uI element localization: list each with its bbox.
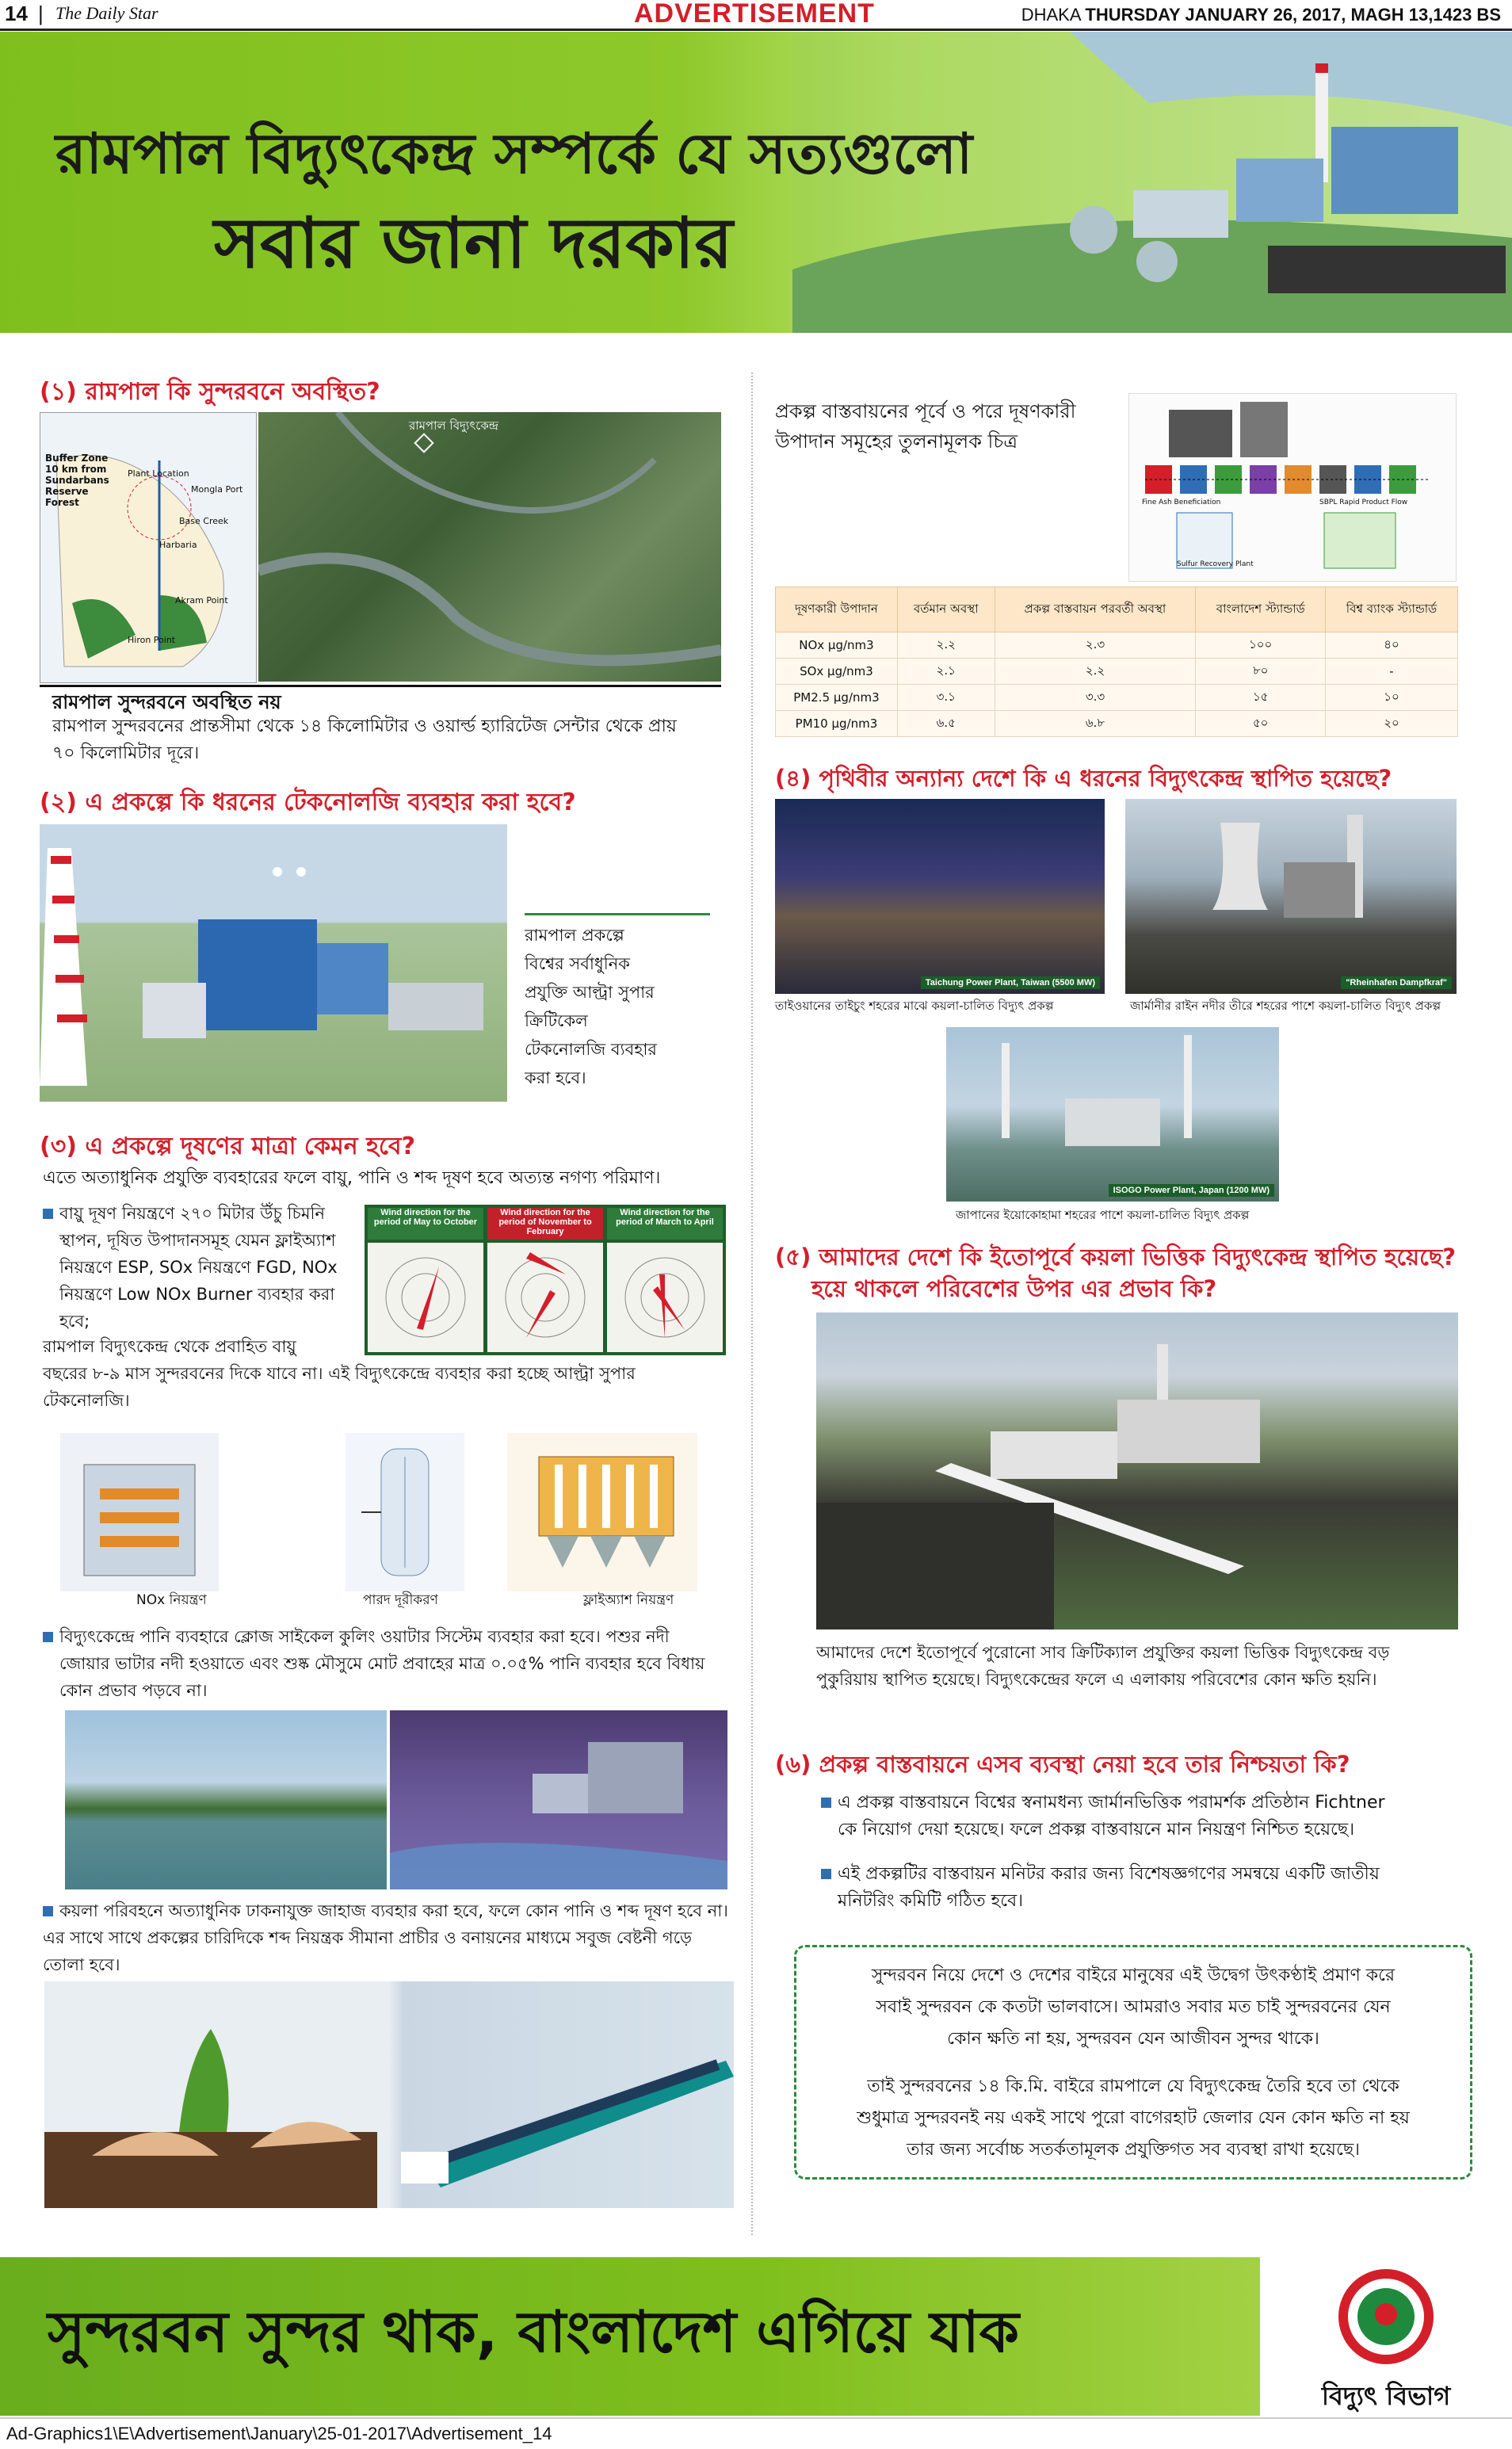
table-cell: SOx µg/nm3	[776, 659, 898, 685]
wind-title-may-oct: Wind direction for the period of May to October	[368, 1208, 483, 1240]
table-cell: PM10 µg/nm3	[776, 711, 898, 737]
comparison-table	[775, 586, 1458, 737]
para-line: রামপাল বিদ্যুৎকেন্দ্র থেকে প্রবাহিত বায়ু	[43, 1337, 296, 1356]
s2-line: ক্রিটিকেল	[525, 1011, 588, 1030]
section4-heading: (৪) পৃথিবীর অন্যান্য দেশে কি এ ধরনের বিদ্যুৎকেন্দ্র স্থাপিত হয়েছে?	[775, 765, 1392, 792]
table-cell: ২০	[1325, 711, 1457, 737]
flow-label-sulfur-recovery: Sulfur Recovery Plant	[1177, 560, 1254, 568]
afforestation-and-ship-photo	[44, 1981, 734, 2208]
bullet-line: এই প্রকল্পটির বাস্তবায়ন মনিটর করার জন্য বিশেষজ্ঞগণের সমন্বয়ে একটি জাতীয়	[821, 1861, 1471, 1888]
isogo-plant-photo	[946, 1027, 1279, 1202]
dateline	[1021, 5, 1501, 25]
pollution-control-flow-diagram	[1128, 393, 1457, 582]
table-cell: NOx µg/nm3	[776, 632, 898, 659]
rheinhafen-plant-photo	[1125, 799, 1457, 994]
table-header: প্রকল্প বাস্তবায়ন পরবর্তী অবস্থা	[995, 587, 1196, 632]
bangla-date: MAGH 13,1423 BS	[1350, 5, 1501, 25]
bullet-line: হবে;	[59, 1312, 90, 1331]
para-line: বছরের ৮-৯ মাস সুন্দরবনের দিকে যাবে না। এই বিদ্যুৎকেন্দ্রে ব্যবহার করা হচ্ছে আল্ট্রা সুপার	[43, 1364, 636, 1383]
table-cell: ৮০	[1196, 659, 1326, 685]
s5-line: পুকুরিয়ায় স্থাপিত হয়েছে। বিদ্যুৎকেন্দ্রের ফলে এ এলাকায় পরিবেশের কোন ক্ষতি হয়নি।	[816, 1670, 1377, 1689]
table-header: বর্তমান অবস্থা	[897, 587, 995, 632]
section2-heading: (২) এ প্রকল্পে কি ধরনের টেকনোলজি ব্যবহার করা হবে?	[40, 789, 576, 816]
banner-title-line1: রামপাল বিদ্যুৎকেন্দ্র সম্পর্কে যে সত্যগুলো	[55, 121, 973, 186]
footer-banner	[0, 2257, 1512, 2416]
banner-title-line2: সবার জানা দরকার	[214, 202, 733, 284]
map-label-akram-point: Akram Point	[175, 595, 228, 606]
s5-heading-line: হয়ে থাকলে পরিবেশের উপর এর প্রভাব কি?	[811, 1275, 1217, 1302]
government-seal-icon	[1334, 2265, 1438, 2368]
section1-text: রামপাল সুন্দরবনের প্রান্তসীমা থেকে ১৪ কিলোমিটার ও ওয়ার্ল্ড হ্যারিটেজ সেন্টার থেকে প্রায় ৭০ কিলোমিটার দূরে।	[52, 716, 677, 763]
nox-control-diagram	[60, 1433, 219, 1591]
section1-subhead: রামপাল সুন্দরবনে অবস্থিত নয়	[52, 691, 281, 713]
section1-heading: (১) রামপাল কি সুন্দরবনে অবস্থিত?	[40, 378, 380, 406]
banner	[0, 32, 1512, 333]
map-label-harbaria: Harbaria	[159, 540, 197, 550]
department-name: বিদ্যুৎ বিভাগ	[1321, 2381, 1451, 2411]
section5-text	[816, 1639, 1466, 1693]
bullet-line: এ প্রকল্প বাস্তবায়নে বিশ্বের স্বনামধন্য জার্মানভিত্তিক পরামর্শক প্রতিষ্ঠান Fichtner	[821, 1790, 1471, 1817]
bullet-line: এর সাথে সাথে প্রকল্পের চারিদিকে শব্দ নিয়ন্ত্রক সীমানা প্রাচীর ও বনায়নের মাধ্যমে সবুজ বেষ্টনী গড়ে	[43, 1928, 693, 1947]
taichung-caption: তাইওয়ানের তাইচুং শহরের মাঝে কয়লা-চালিত বিদ্যুৎ প্রকল্প	[775, 999, 1054, 1013]
flyash-control-diagram	[507, 1433, 697, 1591]
column-divider	[751, 373, 753, 2235]
paper-name: The Daily Star	[55, 3, 158, 23]
callout-line: কোন ক্ষতি না হয়, সুন্দরবন যেন আজীবন সুন্দর থাকে।	[947, 2029, 1319, 2049]
table-cell: ১৫	[1196, 685, 1326, 711]
comparison-title	[775, 396, 1075, 457]
location-map	[40, 412, 257, 683]
table-cell: -	[1325, 659, 1457, 685]
callout-line: সুন্দরবন নিয়ে দেশে ও দেশের বাইরে মানুষের এই উদ্বেগ উৎকণ্ঠাই প্রমাণ করে	[871, 1966, 1396, 1985]
map-label-hiron-point: Hiron Point	[128, 635, 176, 645]
bullet-line: স্থাপন, দূষিত উপাদানসমূহ যেমন ফ্লাইঅ্যাশ	[59, 1231, 336, 1250]
table-cell: ১০	[1325, 685, 1457, 711]
table-cell: ২.১	[897, 659, 995, 685]
s2-line: টেকনোলজি ব্যবহার	[525, 1040, 657, 1059]
section3-intro: এতে অত্যাধুনিক প্রযুক্তি ব্যবহারের ফলে বায়ু, পানি ও শব্দ দূষণ হবে অত্যন্ত নগণ্য পরিমাণ।	[43, 1168, 661, 1188]
barapukuria-plant-photo	[816, 1312, 1458, 1629]
table-cell: ১০০	[1196, 632, 1326, 659]
bullet-line: কে নিয়োগ দেয়া হয়েছে। ফলে প্রকল্প বাস্তবায়নে মান নিয়ন্ত্রণ নিশ্চিত হয়েছে।	[838, 1820, 1355, 1840]
section3-bullet1	[43, 1200, 360, 1335]
section2-text	[525, 921, 715, 1092]
flyash-caption: ফ্লাইঅ্যাশ নিয়ন্ত্রণ	[583, 1592, 674, 1608]
bottom-rule	[0, 2417, 1512, 2419]
wind-direction-panel	[365, 1205, 726, 1355]
section3-heading: (৩) এ প্রকল্পে দূষণের মাত্রা কেমন হবে?	[40, 1133, 416, 1160]
rheinhafen-caption: জার্মানীর রাইন নদীর তীরে শহরের পাশে কয়লা-চালিত বিদ্যুৎ প্রকল্প	[1130, 999, 1441, 1013]
bullet-line: নিয়ন্ত্রণে Low NOx Burner ব্যবহার করা	[59, 1285, 335, 1304]
satellite-label: রামপাল বিদ্যুৎকেন্দ্র	[409, 418, 498, 433]
s2-line: প্রযুক্তি আল্ট্রা সুপার	[525, 983, 655, 1002]
callout-line: শুধুমাত্র সুন্দরবনই নয় একই সাথে পুরো বাগেরহাট জেলার যেন কোন ক্ষতি না হয়	[857, 2108, 1410, 2128]
masthead	[0, 0, 1512, 31]
s2-line: বিশ্বের সর্বাধুনিক	[525, 954, 631, 973]
section6-bullet1	[821, 1790, 1471, 1843]
comparison-title-line: প্রকল্প বাস্তবায়নের পূর্বে ও পরে দূষণকারী	[775, 400, 1076, 422]
map-label-plant: Plant Location	[128, 468, 189, 479]
green-rule	[525, 913, 710, 915]
table-cell: ২.৩	[995, 632, 1196, 659]
table-cell: ৬.৮	[995, 711, 1196, 737]
table-header: বাংলাদেশ স্ট্যান্ডার্ড	[1196, 587, 1326, 632]
table-cell: ৩.৩	[995, 685, 1196, 711]
separator: |	[38, 2, 44, 25]
ultra-supercritical-plant-render	[40, 824, 507, 1102]
s2-line: করা হবে।	[525, 1068, 586, 1087]
map-label-mongla: Mongla Port	[191, 484, 243, 495]
isogo-label: ISOGO Power Plant, Japan (1200 MW)	[1109, 1184, 1274, 1197]
para-line: টেকনোলজি।	[43, 1391, 130, 1410]
bullet-line: নিয়ন্ত্রণে ESP, SOx নিয়ন্ত্রণে FGD, NOx	[59, 1258, 338, 1277]
cooling-system-render	[390, 1710, 727, 1889]
callout-box	[794, 1945, 1472, 2180]
table-cell: PM2.5 µg/nm3	[776, 685, 898, 711]
table-cell: ৩.১	[897, 685, 995, 711]
section6-bullet2	[821, 1861, 1471, 1915]
s2-line: রামপাল প্রকল্পে	[525, 926, 624, 945]
wind-title-mar-apr: Wind direction for the period of March to April	[607, 1208, 723, 1240]
isogo-caption: জাপানের ইয়োকোহামা শহরের পাশে কয়লা-চালিত বিদ্যুৎ প্রকল্প	[956, 1208, 1250, 1222]
flow-label-sbpl: SBPL Rapid Product Flow	[1319, 499, 1408, 506]
comparison-title-line: উপাদান সমূহের তুলনামূলক চিত্র	[775, 430, 1018, 453]
table-cell: ২.২	[897, 632, 995, 659]
callout-line: সবাই সুন্দরবন কে কতটা ভালবাসে। আমরাও সবার মত চাই সুন্দরবনের যেন	[876, 1997, 1391, 2017]
city: DHAKA	[1021, 5, 1081, 25]
date: THURSDAY JANUARY 26, 2017,	[1085, 5, 1346, 25]
table-row	[776, 632, 1458, 659]
table-row	[776, 711, 1458, 737]
bullet-line: বিদ্যুৎকেন্দ্রে পানি ব্যবহারে ক্লোজ সাইকেল কুলিং ওয়াটার সিস্টেম ব্যবহার করা হবে। পশুর নদী	[43, 1623, 740, 1650]
table-cell: ৬.৫	[897, 711, 995, 737]
s5-heading-line: (৫) আমাদের দেশে কি ইতোপূর্বে কয়লা ভিত্তিক বিদ্যুৎকেন্দ্র স্থাপিত হয়েছে?	[775, 1244, 1457, 1270]
rheinhafen-label: "Rheinhafen Dampfkraf"	[1341, 976, 1452, 989]
footer-slogan: সুন্দরবন সুন্দর থাক, বাংলাদেশ এগিয়ে যাক	[48, 2298, 1019, 2365]
section3-bullet3	[43, 1897, 740, 1978]
map-label-buffer: Buffer Zone 10 km from Sundarbans Reserve Forest	[45, 453, 109, 508]
mercury-caption: পারদ দূরীকরণ	[363, 1592, 438, 1608]
river-photo	[65, 1710, 387, 1889]
callout-line: তার জন্য সর্বোচ্চ সতর্কতামূলক প্রযুক্তিগত সব ব্যবস্থা রাখা হয়েছে।	[906, 2140, 1361, 2160]
bullet-line: কোন প্রভাব পড়বে না।	[59, 1681, 208, 1700]
table-cell: ২.২	[995, 659, 1196, 685]
bullet-line: বায়ু দূষণ নিয়ন্ত্রণে ২৭০ মিটার উঁচু চিমনি	[43, 1200, 360, 1227]
callout-line: তাই সুন্দরবনের ১৪ কি.মি. বাইরে রামপালে যে বিদ্যুৎকেন্দ্র তৈরি হবে তা থেকে	[867, 2076, 1399, 2096]
bullet-line: কয়লা পরিবহনে অত্যাধুনিক ঢাকনাযুক্ত জাহাজ ব্যবহার করা হবে, ফলে কোন পানি ও শব্দ দূষণ হবে না।	[43, 1897, 740, 1924]
mercury-removal-diagram	[346, 1433, 464, 1591]
s5-line: আমাদের দেশে ইতোপূর্বে পুরোনো সাব ক্রিটিক্যাল প্রযুক্তির কয়লা ভিত্তিক বিদ্যুৎকেন্দ্র বড়	[816, 1643, 1390, 1662]
satellite-image	[258, 412, 721, 682]
table-row	[776, 659, 1458, 685]
divider	[40, 685, 721, 687]
taichung-plant-photo	[775, 799, 1105, 994]
map-label-base-creek: Base Creek	[179, 516, 229, 526]
table-header-row	[776, 587, 1458, 632]
table-header: বিশ্ব ব্যাংক স্ট্যান্ডার্ড	[1325, 587, 1457, 632]
taichung-label: Taichung Power Plant, Taiwan (5500 MW)	[921, 976, 1100, 989]
section6-heading: (৬) প্রকল্প বাস্তবায়নে এসব ব্যবস্থা নেয়া হবে তার নিশ্চয়তা কি?	[775, 1751, 1350, 1778]
bullet-line: মনিটরিং কমিটি গঠিত হবে।	[838, 1891, 1024, 1911]
flow-label-fine-ash: Fine Ash Beneficiation	[1142, 499, 1221, 506]
table-header: দূষণকারী উপাদান	[776, 587, 898, 632]
table-cell: ৫০	[1196, 711, 1326, 737]
ministry-logo-box	[1260, 2257, 1512, 2416]
section3-bullet2	[43, 1623, 740, 1704]
section5-heading	[775, 1241, 1456, 1305]
wind-title-nov-feb: Wind direction for the period of November to February	[487, 1208, 603, 1240]
bullet-line: জোয়ার ভাটার নদী হওয়াতে এবং শুষ্ক মৌসুমে মোট প্রবাহের মাত্র ০.০৫% পানি ব্যবহার হবে বিধায়	[59, 1654, 705, 1673]
table-row	[776, 685, 1458, 711]
bullet-line: তোলা হবে।	[43, 1955, 120, 1974]
file-path: Ad-Graphics1\E\Advertisement\January\25-01-2017\Advertisement_14	[6, 2424, 552, 2443]
section-label: ADVERTISEMENT	[634, 0, 875, 29]
nox-caption: NOx নিয়ন্ত্রণ	[136, 1592, 207, 1608]
page-number: 14	[5, 2, 28, 25]
callout-paragraph2	[804, 2071, 1462, 2166]
callout-paragraph1	[804, 1960, 1462, 2055]
table-cell: ৪০	[1325, 632, 1457, 659]
